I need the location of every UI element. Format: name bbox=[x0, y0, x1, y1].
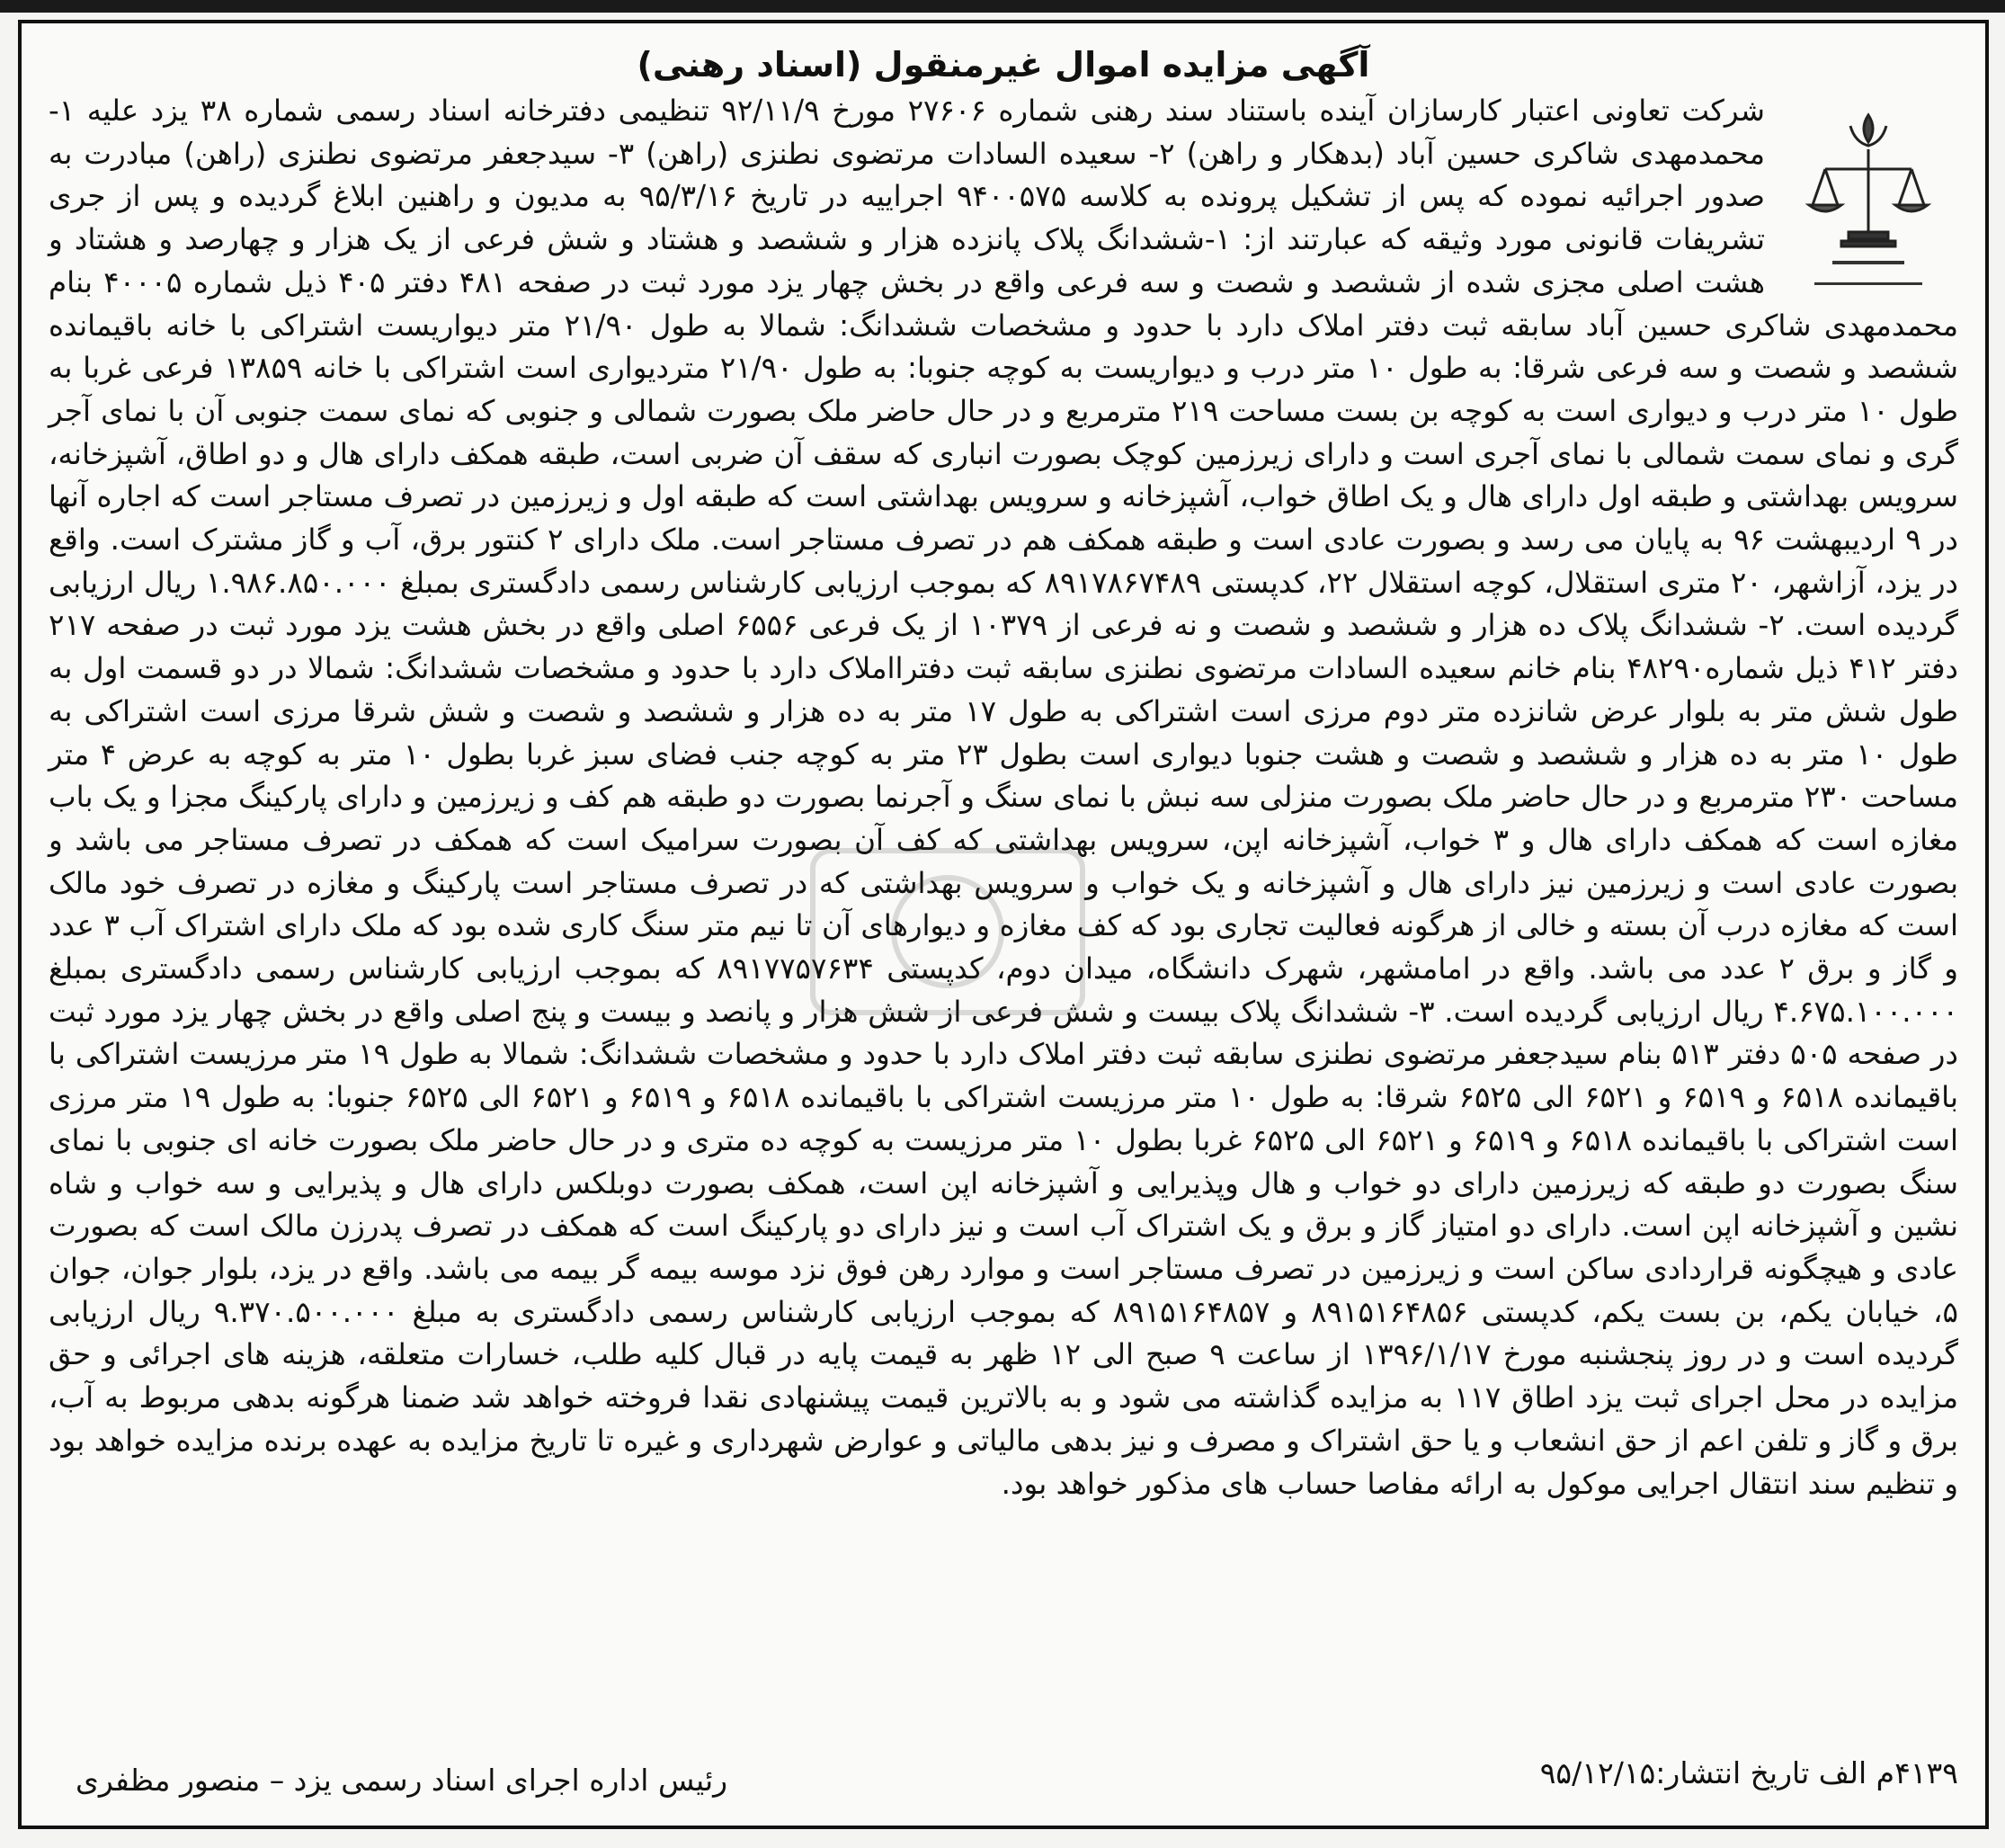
notice-content bbox=[49, 41, 1958, 1808]
notice-title: آگهی مزایده اموال غیرمنقول (اسناد رهنی) bbox=[637, 45, 1370, 85]
notice-footer bbox=[49, 1755, 1958, 1802]
notice-body-text: شرکت تعاونی اعتبار کارسازان آینده باستناد سند رهنی شماره ۲۷۶۰۶ مورخ ۹۲/۱۱/۹ تنظیمی دفترخانه اسناد رسمی شماره ۳۸ یزد علیه ۱- محمدمهدی شاکری حسین آباد (بدهکار و راهن) ۲- سعیده السادات مرتضوی نطنزی (راهن) ۳- سیدجعفر مرتضوی نطنزی (راهن) مبادرت به صدور اجرائیه نموده که پس از تشکیل پرونده به کلاسه ۹۴۰۰۵۷۵ اجراییه در تاریخ ۹۵/۳/۱۶ به مدیون و راهنین ابلاغ گردیده و پس از جری تشریفات قانونی مورد وثیقه که عبارتند از: ۱-ششدانگ پلاک پانزده هزار و ششصد و هشتاد و شش فرعی از یک هزار و چهارصد و هشتاد و هشت اصلی مجزی شده از ششصد و شصت و سه فرعی واقع در بخش چهار یزد مورد ثبت در صفحه ۴۸۱ دفتر ۴۰۵ ذیل شماره ۴۰۰۰۵ بنام محمدمهدی شاکری حسین آباد سابقه ثبت دفتر املاک دارد با حدود و مشخصات ششدانگ: شمالا به طول ۲۱/۹۰ متر دیواریست اشتراکی با خانه باقیمانده ششصد و شصت و سه فرعی شرقا: به طول ۱۰ متر درب و دیواریست به کوچه جنوبا: به طول ۲۱/۹۰ متردیواری است اشتراکی با خانه ۱۳۸۵۹ فرعی غربا به طول ۱۰ متر درب و دیواری است به کوچه بن بست مساحت ۲۱۹ مترمربع و در حال حاضر ملک بصورت شمالی و جنوبی که نمای سمت جنوبی آن با نمای آجر گری و نمای سمت شمالی با نمای آجری است و دارای زیرزمین کوچک بصورت انباری که سقف آن ضربی است، طبقه همکف دارای هال و دو اطاق، آشپزخانه، سرویس بهداشتی و طبقه اول دارای هال و یک اطاق خواب، آشپزخانه و سرویس بهداشتی است که طبقه اول و زیرزمین در تصرف مستاجر است که اجاره آنها در ۹ اردیبهشت ۹۶ به پایان می رسد و بصورت عادی است و طبقه همکف هم در تصرف مستاجر است. ملک دارای ۲ کنتور برق، آب و گاز مشترک است. واقع در یزد، آزاشهر، ۲۰ متری استقلال، کوچه استقلال ۲۲، کدپستی ۸۹۱۷۸۶۷۴۸۹ که بموجب ارزیابی کارشناس رسمی دادگستری بمبلغ ۱.۹۸۶.۸۵۰.۰۰۰ ریال ارزیابی گردیده است. ۲- ششدانگ پلاک ده هزار و ششصد و شصت و نه فرعی از ۱۰۳۷۹ از یک فرعی ۶۵۵۶ اصلی واقع در بخش هشت یزد مورد ثبت در صفحه ۲۱۷ دفتر ۴۱۲ ذیل شماره۴۸۲۹۰ بنام خانم سعیده السادات مرتضوی نطنزی سابقه ثبت دفترااملاک دارد با حدود و مشخصات ششدانگ: شمالا در دو قسمت اول به طول شش متر به بلوار عرض شانزده متر دوم مرزی است اشتراکی به طول ۱۷ متر به ده هزار و ششصد و شصت و شش شرقا مرزی است اشتراکی به طول ۱۰ متر به ده هزار و ششصد و شصت و هشت جنوبا دیواری است بطول ۲۳ متر به کوچه جنب فضای سبز غربا بطول ۱۰ متر به کوچه به عرض ۴ متر مساحت ۲۳۰ مترمربع و در حال حاضر ملک بصورت منزلی سه نبش با نمای سنگ و آجرنما بصورت دو طبقه هم کف و زیرزمین و دارای پارکینگ مجزا و یک باب مغازه است که همکف دارای هال و ۳ خواب، آشپزخانه اپن، سرویس بهداشتی که کف آن بصورت سرامیک است که همکف در تصرف مستاجر می باشد و بصورت عادی است و زیرزمین نیز دارای هال و آشپزخانه و یک خواب و سرویس بهداشتی که در تصرف مستاجر است پارکینگ و مغازه در تصرف خود مالک است که مغازه درب آن بسته و خالی از هرگونه فعالیت تجاری بود که کف مغازه و دیوارهای آن تا نیم متر سنگ کاری شده بود که ملک دارای اشتراک آب ۳ عدد و گاز و برق ۲ عدد می باشد. واقع در امامشهر، شهرک دانشگاه، میدان دوم، کدپستی ۸۹۱۷۷۵۷۶۳۴ که بموجب ارزیابی کارشناس رسمی دادگستری بمبلغ ۴.۶۷۵.۱۰۰.۰۰۰ ریال ارزیابی گردیده است. ۳- ششدانگ پلاک بیست و شش فرعی از شش هزار و پانصد و بیست و پنج اصلی واقع در بخش چهار یزد مورد ثبت در صفحه ۵۰۵ دفتر ۵۱۳ بنام سیدجعفر مرتضوی نطنزی سابقه ثبت دفتر املاک دارد با حدود و مشخصات ششدانگ: شمالا به طول ۱۹ متر مرزیست اشتراکی با باقیمانده ۶۵۱۸ و ۶۵۱۹ و ۶۵۲۱ الی ۶۵۲۵ شرقا: به طول ۱۰ متر مرزیست اشتراکی با باقیمانده ۶۵۱۸ و ۶۵۱۹ و ۶۵۲۱ الی ۶۵۲۵ جنوبا: به طول ۱۹ متر مرزی است اشتراکی با باقیمانده ۶۵۱۸ و ۶۵۱۹ و ۶۵۲۱ الی ۶۵۲۵ غربا بطول ۱۰ متر مرزیست به کوچه ده متری و در حال حاضر ملک بصورت خانه ای جنوبی با نمای سنگ بصورت دو طبقه که زیرزمین دارای دو خواب و هال وپذیرایی و آشپزخانه اپن است، همکف بصورت دوبلکس دارای هال و پذیرایی و سه خواب و شاه نشین و آشپزخانه اپن است. دارای دو امتیاز گاز و برق و یک اشتراک آب است و نیز دارای دو پارکینگ است که همکف در تصرف پدرزن مالک است که بصورت عادی و هیچگونه قراردادی ساکن است و زیرزمین در تصرف مستاجر است و موارد رهن فوق نزد موسه بیمه گر بیمه می باشد. واقع در یزد، بلوار جوان، جوان ۵، خیابان یکم، بن بست یکم، کدپستی ۸۹۱۵۱۶۴۸۵۶ و ۸۹۱۵۱۶۴۸۵۷ که بموجب ارزیابی کارشناس رسمی دادگستری به مبلغ ۹.۳۷۰.۵۰۰.۰۰۰ ریال ارزیابی گردیده است و در روز پنجشنبه مورخ ۱۳۹۶/۱/۱۷ از ساعت ۹ صبح الی ۱۲ ظهر به قیمت پایه در قبال کلیه طلب، خسارات متعلقه، هزینه های اجرائی و حق مزایده در محل اجرای ثبت یزد اطاق ۱۱۷ به مزایده گذاشته می شود و به بالاترین قیمت پیشنهادی نقدا فروخته خواهد شد ضمنا هرگونه بدهی مربوط به آب، برق و گاز و تلفن اعم از حق انشعاب و یا حق اشتراک و مصرف و نیز بدهی مالیاتی و عوارض شهرداری و غیره تا تاریخ مزایده به عهده برنده مزایده خواهد بود و تنظیم سند انتقال اجرایی موکول به ارائه مفاصا حساب های مذکور خواهد بود. bbox=[49, 94, 1959, 1501]
justice-scales-emblem-icon bbox=[1778, 97, 1958, 304]
notice-frame bbox=[18, 20, 1989, 1829]
watermark-logo bbox=[795, 833, 1101, 1031]
publication-line: ۴۱۳۹م الف تاریخ انتشار:۹۵/۱۲/۱۵ bbox=[1539, 1755, 1958, 1790]
top-cropped-strip bbox=[0, 0, 2005, 13]
signature-line: رئیس اداره اجرای اسناد رسمی یزد – منصور مظفری bbox=[76, 1763, 728, 1798]
notice-body bbox=[49, 90, 1958, 1505]
